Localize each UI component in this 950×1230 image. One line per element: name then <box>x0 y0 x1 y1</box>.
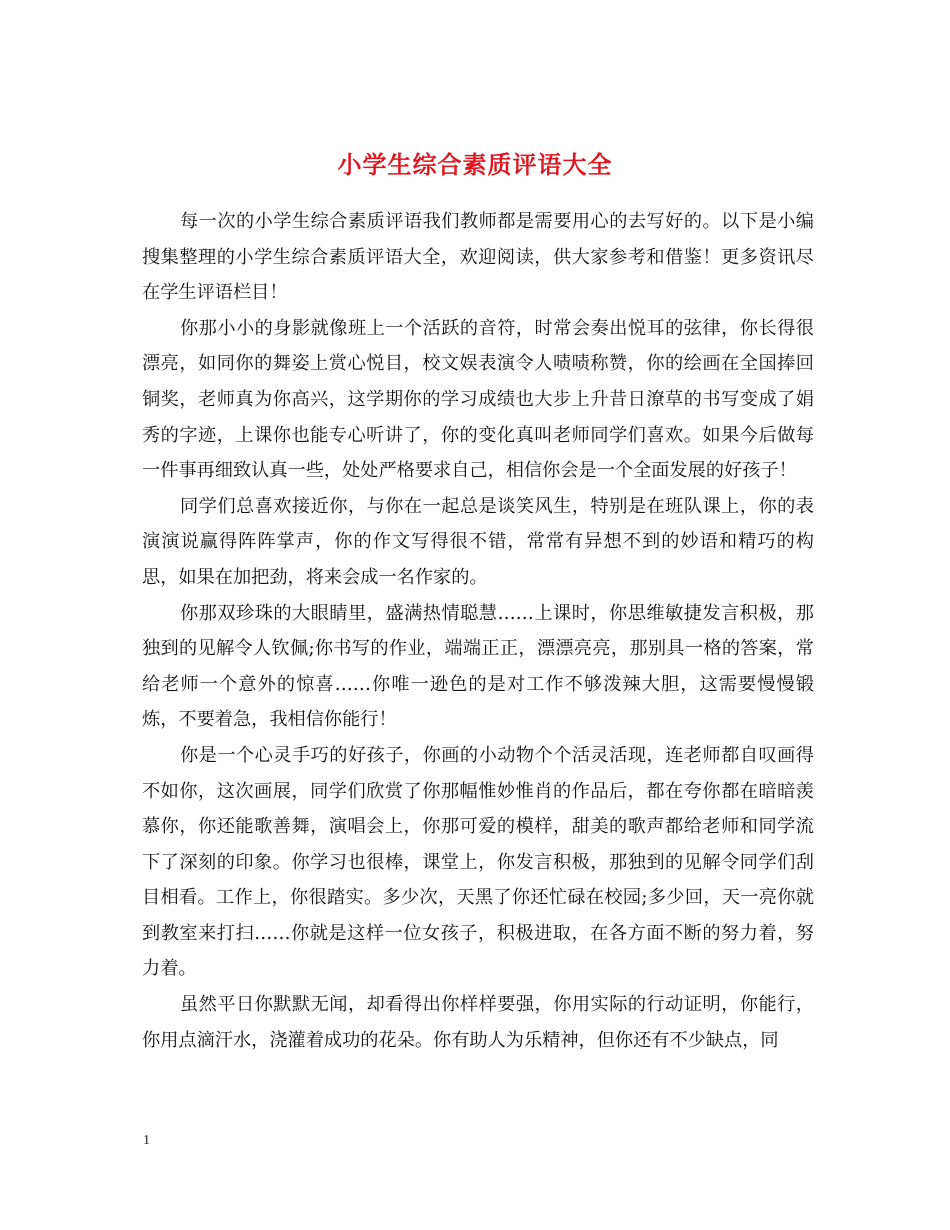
paragraph-comment-3: 你那双珍珠的大眼睛里，盛满热情聪慧……上课时，你思维敏捷发言积极，那独到的见解令人钦佩;你书写的作业，端端正正，漂漂亮亮，那别具一格的答案，常给老师一个意外的惊喜……你唯一逊色的是对工作不够泼辣大胆，这需要慢慢锻炼，不要着急，我相信你能行！ <box>142 602 814 731</box>
page-number: 1 <box>143 1133 150 1148</box>
document-body <box>142 204 814 1058</box>
document-title: 小学生综合素质评语大全 <box>337 150 613 180</box>
paragraph-comment-2: 同学们总喜欢接近你，与你在一起总是谈笑风生，特别是在班队课上，你的表演演说赢得阵阵掌声，你的作文写得很不错，常常有异想不到的妙语和精巧的构思，如果在加把劲，将来会成一名作家的。 <box>142 495 814 588</box>
paragraph-comment-5: 虽然平日你默默无闻，却看得出你样样要强，你用实际的行动证明，你能行，你用点滴汗水，浇灌着成功的花朵。你有助人为乐精神，但你还有不少缺点，同 <box>142 994 814 1051</box>
paragraph-comment-4: 你是一个心灵手巧的好孩子，你画的小动物个个活灵活现，连老师都自叹画得不如你，这次画展，同学们欣赏了你那幅惟妙惟肖的作品后，都在夸你都在暗暗羡慕你，你还能歌善舞，演唱会上，你那可爱的模样，甜美的歌声都给老师和同学流下了深刻的印象。你学习也很棒，课堂上，你发言积极，那独到的见解令同学们刮目相看。工作上，你很踏实。多少次，天黑了你还忙碌在校园;多少回，天一亮你就到教室来打扫……你就是这样一位女孩子，积极进取，在各方面不断的努力着，努力着。 <box>142 744 814 980</box>
paragraph-intro: 每一次的小学生综合素质评语我们教师都是需要用心的去写好的。以下是小编搜集整理的小学生综合素质评语大全，欢迎阅读，供大家参考和借鉴！更多资讯尽在学生评语栏目！ <box>142 211 814 304</box>
paragraph-comment-1: 你那小小的身影就像班上一个活跃的音符，时常会奏出悦耳的弦律，你长得很漂亮，如同你的舞姿上赏心悦目，校文娱表演令人啧啧称赞，你的绘画在全国捧回铜奖，老师真为你高兴，这学期你的学习成绩也大步上升昔日潦草的书写变成了娟秀的字迹，上课你也能专心听讲了，你的变化真叫老师同学们喜欢。如果今后做每一件事再细致认真一些，处处严格要求自己，相信你会是一个全面发展的好孩子！ <box>142 317 814 482</box>
